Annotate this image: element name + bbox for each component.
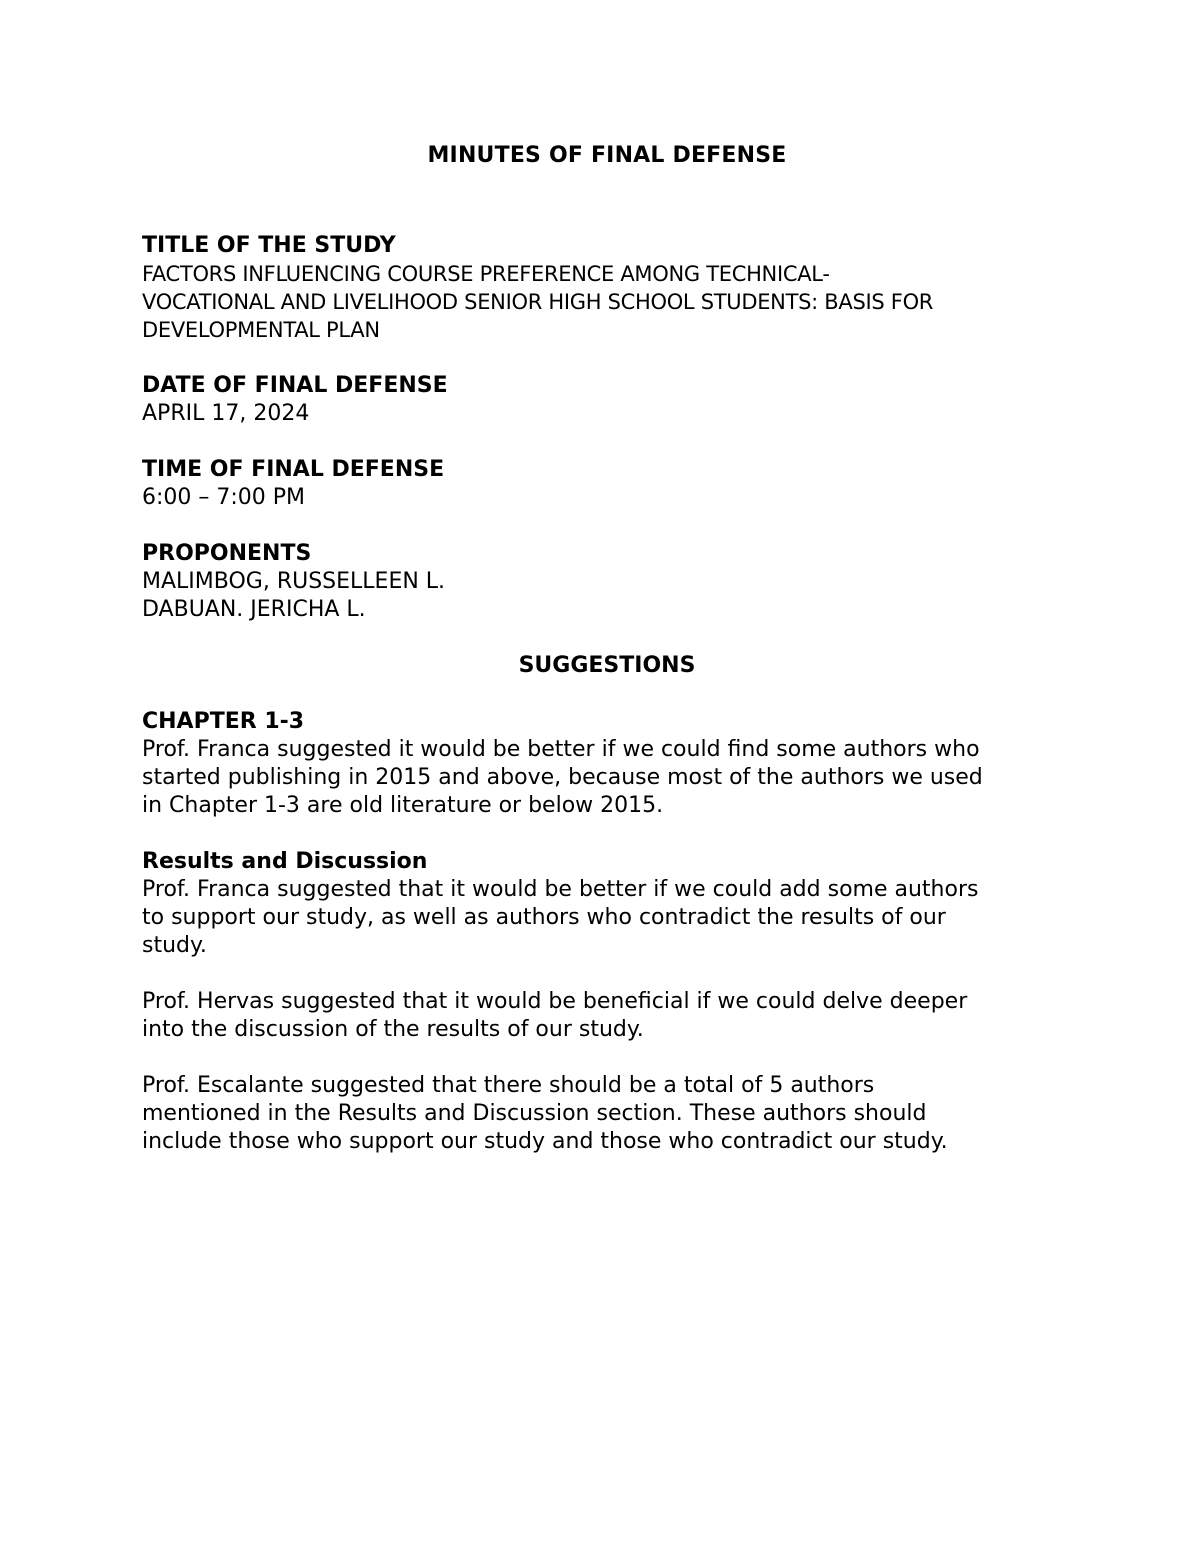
proponents-heading: PROPONENTS [142,541,312,566]
text-line: Prof. Franca suggested it would be better if we could find some authors who [142,737,980,762]
results-suggestion-escalante [142,1072,1072,1156]
suggestions-heading: SUGGESTIONS [518,653,696,678]
study-title-line: DEVELOPMENTAL PLAN [142,318,380,342]
proponent-name: MALIMBOG, RUSSELLEEN L. [142,569,446,594]
proponents-section [142,540,1072,624]
defense-date-value: APRIL 17, 2024 [142,401,310,426]
text-line: into the discussion of the results of our study. [142,1017,644,1042]
defense-time-heading: TIME OF FINAL DEFENSE [142,457,445,482]
defense-time-value: 6:00 – 7:00 PM [142,485,306,510]
results-suggestion-hervas [142,988,1072,1044]
chapter-heading: CHAPTER 1-3 [142,709,305,734]
study-title-line: FACTORS INFLUENCING COURSE PREFERENCE AMONG TECHNICAL- [142,262,830,286]
chapter-suggestions-section [142,708,1072,820]
text-line: mentioned in the Results and Discussion section. These authors should [142,1101,927,1126]
study-title-section [142,232,1072,344]
document-title: MINUTES OF FINAL DEFENSE [427,143,787,168]
study-title-heading: TITLE OF THE STUDY [142,233,396,258]
document-page [142,142,1072,1156]
text-line: started publishing in 2015 and above, because most of the authors we used [142,765,983,790]
results-heading: Results and Discussion [142,849,428,874]
study-title-text [142,260,1072,344]
results-suggestion-franca [142,876,1072,960]
text-line: Prof. Hervas suggested that it would be beneficial if we could delve deeper [142,989,968,1014]
defense-date-heading: DATE OF FINAL DEFENSE [142,373,448,398]
text-line: Prof. Franca suggested that it would be better if we could add some authors [142,877,979,902]
chapter-suggestion-text [142,736,1072,820]
study-title-line: VOCATIONAL AND LIVELIHOOD SENIOR HIGH SCHOOL STUDENTS: BASIS FOR [142,290,934,314]
defense-date-section [142,372,1072,428]
text-line: in Chapter 1-3 are old literature or below 2015. [142,793,664,818]
text-line: Prof. Escalante suggested that there should be a total of 5 authors [142,1073,875,1098]
text-line: to support our study, as well as authors who contradict the results of our [142,905,946,930]
text-line: include those who support our study and those who contradict our study. [142,1129,948,1154]
proponent-name: DABUAN. JERICHA L. [142,597,366,622]
defense-time-section [142,456,1072,512]
text-line: study. [142,933,207,958]
results-suggestions-section [142,848,1072,1156]
